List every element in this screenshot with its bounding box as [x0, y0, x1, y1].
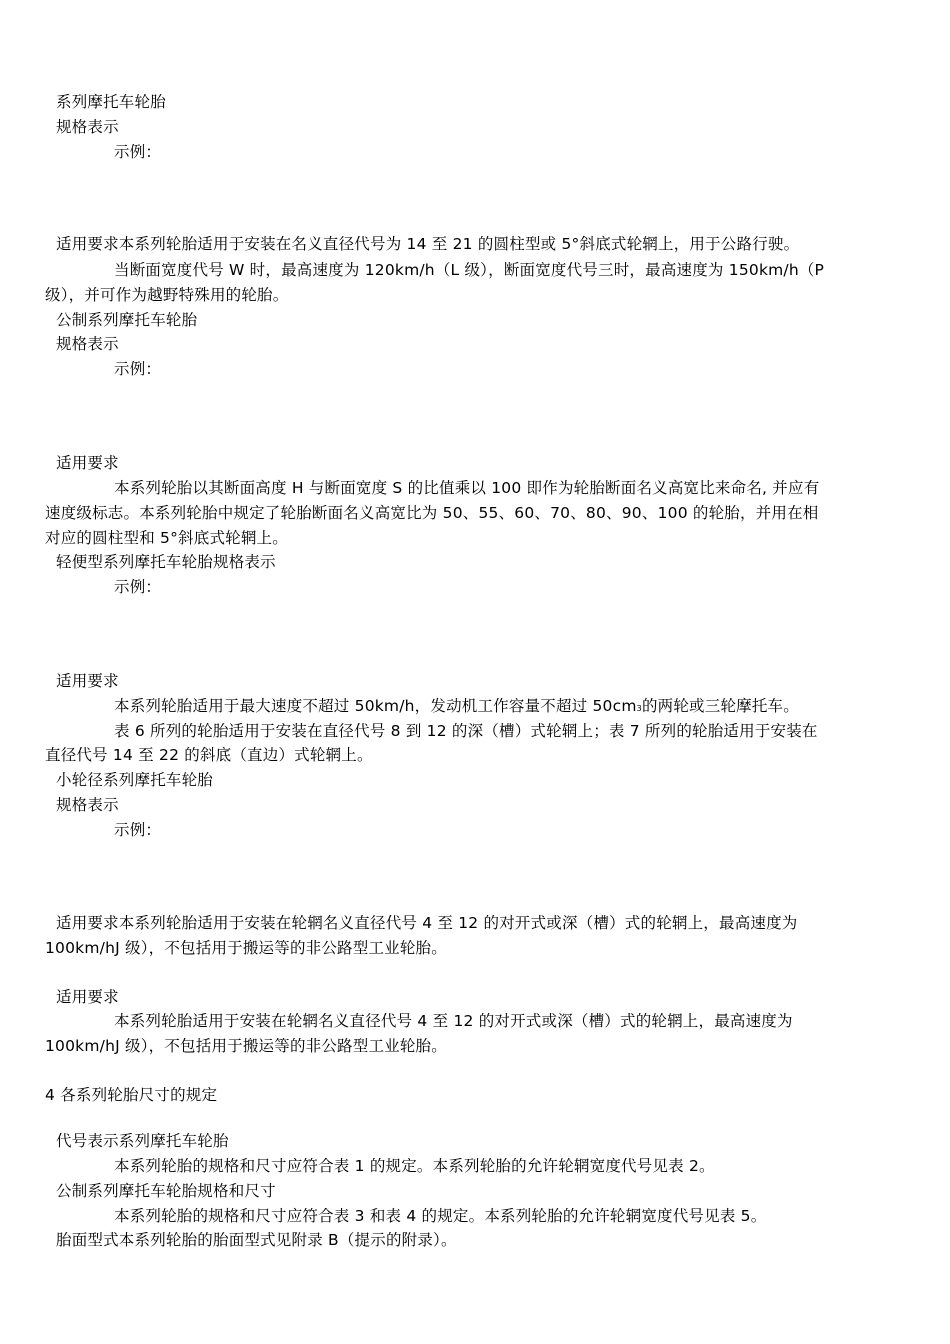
text-line: 规格表示	[56, 118, 119, 136]
text-line: 当断面宽度代号 W 时，最高速度为 120km/h（L 级），断面宽度代号三时，最高速度为 150km/h（P	[114, 261, 825, 279]
text-line: 本系列轮胎适用于安装在轮辋名义直径代号 4 至 12 的对开式或深（槽）式的轮辋上，最高速度为	[114, 1012, 793, 1030]
text-line: 适用要求	[56, 988, 119, 1006]
text-line: 代号表示系列摩托车轮胎	[56, 1132, 229, 1150]
text-line: 100km/hJ 级），不包括用于搬运等的非公路型工业轮胎。	[45, 939, 447, 957]
text-line: 级），并可作为越野特殊用的轮胎。	[45, 286, 289, 304]
text-line: 100km/hJ 级），不包括用于搬运等的非公路型工业轮胎。	[45, 1037, 447, 1055]
text-line: 适用要求	[56, 672, 119, 690]
text-line: 表 6 所列的轮胎适用于安装在直径代号 8 到 12 的深（槽）式轮辋上；表 7 所列的轮胎适用于安装在	[114, 722, 818, 740]
text-line: 本系列轮胎的规格和尺寸应符合表 3 和表 4 的规定。本系列轮胎的允许轮辋宽度代号见表 5。	[114, 1207, 767, 1225]
text-line: 适用要求	[56, 454, 119, 472]
text-line: 公制系列摩托车轮胎	[56, 311, 198, 329]
text-line: 本系列轮胎适用于最大速度不超过 50km/h，发动机工作容量不超过 50cm3的两轮或三轮摩托车。	[114, 697, 799, 715]
text-line: 示例：	[114, 360, 162, 378]
text-line: 适用要求本系列轮胎适用于安装在名义直径代号为 14 至 21 的圆柱型或 5°斜底式轮辋上，用于公路行驶。	[56, 235, 800, 253]
text-line: 适用要求本系列轮胎适用于安装在轮辋名义直径代号 4 至 12 的对开式或深（槽）式的轮辋上，最高速度为	[56, 914, 798, 932]
text-line: 直径代号 14 至 22 的斜底（直边）式轮辋上。	[45, 746, 373, 764]
text-line: 示例：	[114, 821, 162, 839]
text-line: 轻便型系列摩托车轮胎规格表示	[56, 553, 276, 571]
text-line: 规格表示	[56, 335, 119, 353]
text-line: 本系列轮胎以其断面高度 H 与断面宽度 S 的比值乘以 100 即作为轮胎断面名义高宽比来命名, 并应有	[114, 479, 820, 497]
text-line: 系列摩托车轮胎	[56, 93, 166, 111]
text-line: 4 各系列轮胎尺寸的规定	[45, 1086, 218, 1104]
text-line: 示例：	[114, 143, 162, 161]
text-line: 速度级标志。本系列轮胎中规定了轮胎断面名义高宽比为 50、55、60、70、80、90、100 的轮胎，并用在相	[45, 504, 819, 522]
text-line: 对应的圆柱型和 5°斜底式轮辋上。	[45, 529, 288, 547]
text-line: 小轮径系列摩托车轮胎	[56, 771, 214, 789]
text-line: 公制系列摩托车轮胎规格和尺寸	[56, 1182, 276, 1200]
text-line: 示例：	[114, 578, 162, 596]
text-line: 规格表示	[56, 796, 119, 814]
text-line: 胎面型式本系列轮胎的胎面型式见附录 B（提示的附录）。	[56, 1231, 457, 1249]
text-line: 本系列轮胎的规格和尺寸应符合表 1 的规定。本系列轮胎的允许轮辋宽度代号见表 2。	[114, 1157, 715, 1175]
